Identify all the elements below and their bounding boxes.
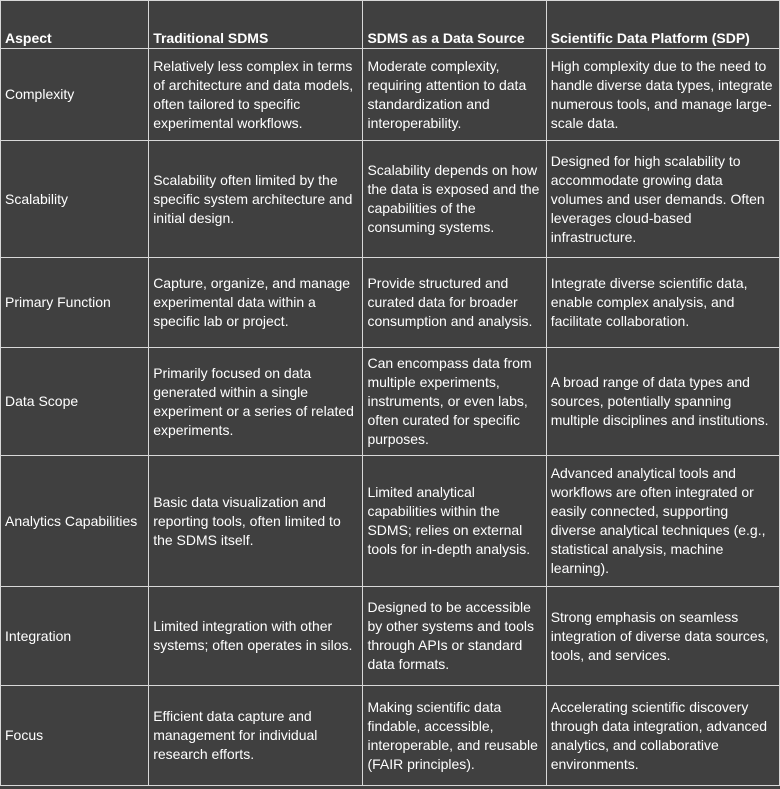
traditional-cell: Basic data visualization and reporting tools, often limited to the SDMS itself. (149, 456, 363, 587)
source-cell: Can encompass data from multiple experiments, instruments, or even labs, often curated for specific purposes. (363, 348, 546, 456)
header-scientific-data-platform: Scientific Data Platform (SDP) (546, 1, 779, 49)
sdp-cell: High complexity due to the need to handle diverse data types, integrate numerous tools, and manage large-scale data. (546, 49, 779, 141)
aspect-cell: Primary Function (1, 258, 149, 348)
table-row (1, 141, 780, 258)
sdp-cell: Integrate diverse scientific data, enable complex analysis, and facilitate collaboration. (546, 258, 779, 348)
source-cell: Making scientific data findable, accessible, interoperable, and reusable (FAIR principles). (363, 686, 546, 786)
header-traditional-sdms: Traditional SDMS (149, 1, 363, 49)
source-cell: Moderate complexity, requiring attention to data standardization and interoperability. (363, 49, 546, 141)
table-row (1, 587, 780, 686)
source-cell: Provide structured and curated data for broader consumption and analysis. (363, 258, 546, 348)
table-row (1, 348, 780, 456)
sdp-cell: A broad range of data types and sources, potentially spanning multiple disciplines and institutions. (546, 348, 779, 456)
source-cell: Limited analytical capabilities within the SDMS; relies on external tools for in-depth analysis. (363, 456, 546, 587)
source-cell: Designed to be accessible by other systems and tools through APIs or standard data formats. (363, 587, 546, 686)
sdp-cell: Advanced analytical tools and workflows are often integrated or easily connected, supporting diverse analytical techniques (e.g., statistical analysis, machine learning). (546, 456, 779, 587)
table-row (1, 456, 780, 587)
traditional-cell: Limited integration with other systems; often operates in silos. (149, 587, 363, 686)
aspect-cell: Integration (1, 587, 149, 686)
table-row (1, 49, 780, 141)
aspect-cell: Complexity (1, 49, 149, 141)
table-row (1, 258, 780, 348)
header-sdms-data-source: SDMS as a Data Source (363, 1, 546, 49)
header-aspect: Aspect (1, 1, 149, 49)
traditional-cell: Relatively less complex in terms of architecture and data models, often tailored to specific experimental workflows. (149, 49, 363, 141)
aspect-cell: Data Scope (1, 348, 149, 456)
traditional-cell: Scalability often limited by the specific system architecture and initial design. (149, 141, 363, 258)
aspect-cell: Scalability (1, 141, 149, 258)
table-row (1, 686, 780, 786)
sdp-cell: Strong emphasis on seamless integration of diverse data sources, tools, and services. (546, 587, 779, 686)
header-row (1, 1, 780, 49)
aspect-cell: Analytics Capabilities (1, 456, 149, 587)
sdp-cell: Designed for high scalability to accommodate growing data volumes and user demands. Often leverages cloud-based infrastructure. (546, 141, 779, 258)
source-cell: Scalability depends on how the data is exposed and the capabilities of the consuming systems. (363, 141, 546, 258)
aspect-cell: Focus (1, 686, 149, 786)
traditional-cell: Primarily focused on data generated within a single experiment or a series of related experiments. (149, 348, 363, 456)
traditional-cell: Capture, organize, and manage experimental data within a specific lab or project. (149, 258, 363, 348)
sdp-cell: Accelerating scientific discovery through data integration, advanced analytics, and collaborative environments. (546, 686, 779, 786)
traditional-cell: Efficient data capture and management for individual research efforts. (149, 686, 363, 786)
